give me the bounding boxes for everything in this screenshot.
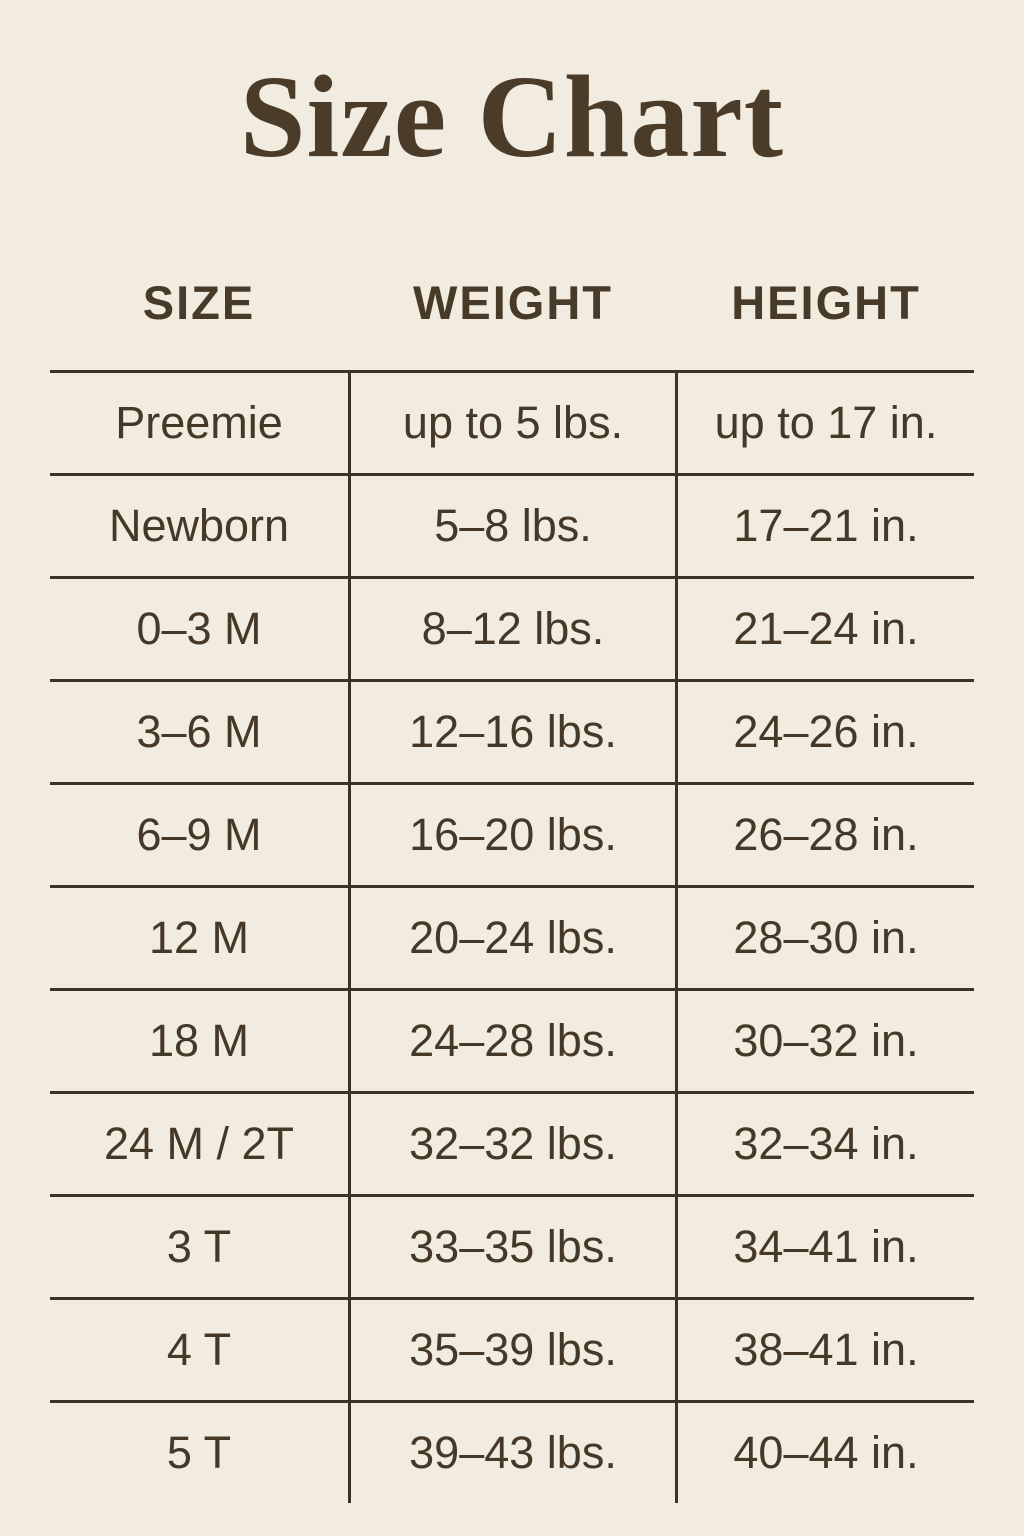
table-row bbox=[50, 1297, 974, 1400]
table-row bbox=[50, 782, 974, 885]
height-cell: 32–34 in. bbox=[733, 1118, 919, 1169]
height-cell: 24–26 in. bbox=[733, 706, 919, 757]
size-cell: 24 M / 2T bbox=[103, 1118, 295, 1169]
table-row bbox=[50, 473, 974, 576]
size-cell: 0–3 M bbox=[136, 603, 262, 654]
table-row bbox=[50, 988, 974, 1091]
height-cell: up to 17 in. bbox=[714, 397, 938, 448]
height-cell: 17–21 in. bbox=[733, 500, 919, 551]
size-cell: 5 T bbox=[166, 1427, 232, 1478]
height-cell: 28–30 in. bbox=[733, 912, 919, 963]
weight-cell: up to 5 lbs. bbox=[348, 373, 678, 473]
height-cell: 21–24 in. bbox=[733, 603, 919, 654]
size-cell: 6–9 M bbox=[136, 809, 262, 860]
table-row bbox=[50, 679, 974, 782]
table-row bbox=[50, 576, 974, 679]
size-cell: 3 T bbox=[166, 1221, 232, 1272]
weight-cell: 33–35 lbs. bbox=[348, 1197, 678, 1297]
header-size: SIZE bbox=[142, 275, 256, 329]
table-row bbox=[50, 370, 974, 473]
header-height: HEIGHT bbox=[731, 275, 921, 329]
size-cell: Newborn bbox=[108, 500, 290, 551]
header-weight: WEIGHT bbox=[413, 275, 613, 329]
weight-cell: 35–39 lbs. bbox=[348, 1300, 678, 1400]
height-cell: 30–32 in. bbox=[733, 1015, 919, 1066]
weight-cell: 8–12 lbs. bbox=[348, 579, 678, 679]
weight-cell: 39–43 lbs. bbox=[348, 1403, 678, 1503]
table-row bbox=[50, 1194, 974, 1297]
size-cell: 3–6 M bbox=[136, 706, 262, 757]
size-cell: Preemie bbox=[115, 397, 283, 448]
height-cell: 38–41 in. bbox=[733, 1324, 919, 1375]
table-header-row bbox=[50, 182, 974, 370]
weight-cell: 5–8 lbs. bbox=[348, 476, 678, 576]
weight-cell: 24–28 lbs. bbox=[348, 991, 678, 1091]
table-row bbox=[50, 1400, 974, 1503]
weight-cell: 16–20 lbs. bbox=[348, 785, 678, 885]
page-title: Size Chart bbox=[239, 51, 785, 182]
size-cell: 12 M bbox=[148, 912, 250, 963]
size-cell: 18 M bbox=[148, 1015, 250, 1066]
weight-cell: 20–24 lbs. bbox=[348, 888, 678, 988]
table-row bbox=[50, 885, 974, 988]
weight-cell: 32–32 lbs. bbox=[348, 1094, 678, 1194]
size-cell: 4 T bbox=[166, 1324, 232, 1375]
height-cell: 40–44 in. bbox=[733, 1427, 919, 1478]
table-row bbox=[50, 1091, 974, 1194]
height-cell: 34–41 in. bbox=[733, 1221, 919, 1272]
weight-cell: 12–16 lbs. bbox=[348, 682, 678, 782]
size-table bbox=[50, 182, 974, 1503]
height-cell: 26–28 in. bbox=[733, 809, 919, 860]
